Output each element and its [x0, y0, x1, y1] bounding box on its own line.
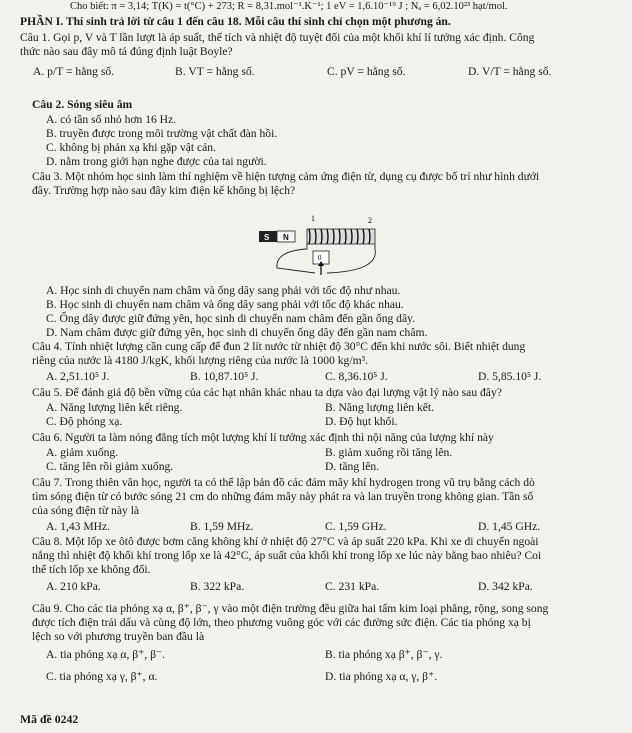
- fig-label-1: 1: [311, 214, 315, 223]
- q1-stem-line2: thức nào sau đây mô tả đúng định luật Boyle?: [20, 45, 233, 58]
- q6-option-d: D. tăng lên.: [325, 460, 380, 473]
- magnet-s-label: S: [264, 233, 270, 242]
- q2-option-b: B. truyền được trong môi trường vật chất đàn hồi.: [46, 127, 278, 140]
- q2-option-a: A. có tần số nhỏ hơn 16 Hz.: [46, 113, 177, 126]
- q5-option-b: B. Năng lượng liên kết.: [325, 401, 435, 414]
- q8-stem-line1: Câu 8. Một lốp xe ôtô được bơm căng không khí ở nhiệt độ 27°C và áp suất 220 kPa. Khi xe di chuyển ngoài: [32, 535, 539, 548]
- q9-option-b: B. tia phóng xạ β⁺, β⁻, γ.: [325, 648, 443, 661]
- constants-line: Cho biết: π = 3,14; T(K) = t(°C) + 273; R = 8,31.mol⁻¹.K⁻¹; 1 eV = 1,6.10⁻¹⁹ J ; Nₐ = 6,02.10²³ hạt/mol.: [70, 1, 508, 12]
- part1-title: PHẦN I. Thí sinh trả lời từ câu 1 đến câu 18. Mỗi câu thí sinh chỉ chọn một phương án.: [20, 15, 451, 28]
- q2-option-c: C. không bị phản xạ khi gặp vật cản.: [46, 141, 217, 154]
- q1-stem-line1: Câu 1. Gọi p, V và T lần lượt là áp suất, thể tích và nhiệt độ tuyệt đối của một khối khí lí tưởng xác định. Công: [20, 31, 535, 44]
- q3-stem-line2: đây. Trường hợp nào sau đây kim điện kế không bị lệch?: [32, 184, 296, 197]
- q7-option-d: D. 1,45 GHz.: [478, 520, 541, 533]
- q7-option-c: C. 1,59 GHz.: [325, 520, 387, 533]
- q5-option-c: C. Độ phóng xạ.: [46, 415, 123, 428]
- q7-option-b: B. 1,59 MHz.: [190, 520, 254, 533]
- q5-option-d: D. Độ hụt khối.: [325, 415, 398, 428]
- q4-option-b: B. 10,87.10⁵ J.: [190, 370, 259, 383]
- q4-option-c: C. 8,36.10⁵ J.: [325, 370, 388, 383]
- q6-stem: Câu 6. Người ta làm nóng đẳng tích một lượng khí lí tưởng xác định thì nội năng của lượng khí này: [32, 431, 494, 444]
- q9-stem-line3: lệch so với phương truyền ban đầu là: [32, 630, 205, 643]
- q1-option-a: A. p/T = hằng số.: [33, 65, 115, 78]
- q8-option-a: A. 210 kPa.: [46, 580, 101, 593]
- q1-option-c: C. pV = hằng số.: [327, 65, 406, 78]
- solenoid-body: [307, 229, 375, 244]
- wire-right: [327, 244, 375, 273]
- q8-option-d: D. 342 kPa.: [478, 580, 533, 593]
- q5-stem: Câu 5. Để đánh giá độ bền vững của các hạt nhân khác nhau ta dựa vào đại lượng vật lý nào sau đây?: [32, 386, 502, 399]
- q8-stem-line3: thể tích lốp xe không đổi.: [32, 563, 151, 576]
- q4-option-d: D. 5,85.10⁵ J.: [478, 370, 542, 383]
- q9-stem-line1: Câu 9. Cho các tia phóng xạ α, β⁺, β⁻, γ vào một điện trường đều giữa hai tấm kim loại phẳng, rộng, song song: [32, 602, 549, 615]
- q7-stem-line3: của sóng điện từ này là: [32, 504, 140, 517]
- q8-stem-line2: nắng thì nhiệt độ khối khí trong lốp xe là 42°C, áp suất của khối khí trong lốp xe lúc này bằng bao nhiêu? Coi: [32, 549, 542, 562]
- galvanometer-zero: 0: [318, 254, 322, 262]
- q7-stem-line2: tìm sóng điện từ có bước sóng 21 cm do những đám mây này phát ra và lan truyền trong không gian. Tần số: [32, 490, 534, 503]
- q3-stem-line1: Câu 3. Một nhóm học sinh làm thí nghiệm về hiện tượng cảm ứng điện từ, dụng cụ được bố trí như hình dưới: [32, 170, 540, 183]
- q1-option-b: B. VT = hằng số.: [175, 65, 255, 78]
- q2-stem: Câu 2. Sóng siêu âm: [32, 98, 133, 111]
- q4-stem-line1: Câu 4. Tính nhiệt lượng cần cung cấp để đun 2 lít nước từ nhiệt độ 30°C đến khi nước sôi. Biết nhiệt dung: [32, 340, 526, 353]
- q3-option-c: C. Ống dây được giữ đứng yên, học sinh di chuyển nam châm đến gần ống dây.: [46, 312, 416, 325]
- q9-option-d: D. tia phóng xạ α, γ, β⁺.: [325, 670, 438, 683]
- q4-stem-line2: riêng của nước là 4180 J/kgK, khối lượng riêng của nước là 1000 kg/m³.: [32, 354, 368, 367]
- q7-option-a: A. 1,43 MHz.: [46, 520, 111, 533]
- q7-stem-line1: Câu 7. Trong thiên văn học, người ta có thể lập bản đồ các đám mây khí hydrogen trong vũ trụ bằng cách dò: [32, 476, 535, 489]
- exam-code: Mã đề 0242: [20, 712, 79, 726]
- q9-option-c: C. tia phóng xạ γ, β⁺, α.: [46, 670, 158, 683]
- q5-option-a: A. Năng lượng liên kết riêng.: [46, 401, 183, 414]
- q9-stem-line2: được tích điện trái dấu và cùng độ lớn, theo phương vuông góc với các đường sức điện. Các tia phóng xạ bị: [32, 616, 531, 629]
- q8-option-b: B. 322 kPa.: [190, 580, 245, 593]
- magnet-n-label: N: [283, 233, 289, 242]
- fig-label-2: 2: [368, 216, 372, 225]
- q6-option-c: C. tăng lên rồi giảm xuống.: [46, 460, 174, 473]
- q6-option-b: B. giảm xuống rồi tăng lên.: [325, 446, 453, 459]
- q4-option-a: A. 2,51.10⁵ J.: [46, 370, 110, 383]
- induction-figure: [255, 213, 380, 281]
- q8-option-c: C. 231 kPa.: [325, 580, 380, 593]
- q3-option-b: B. Học sinh di chuyển nam châm và ống dây sang phải với tốc độ khác nhau.: [46, 298, 404, 311]
- q1-option-d: D. V/T = hằng số.: [468, 65, 552, 78]
- q9-option-a: A. tia phóng xạ α, β⁺, β⁻.: [46, 648, 165, 661]
- q3-option-d: D. Nam châm được giữ đứng yên, học sinh di chuyển ống dây đến gần nam châm.: [46, 326, 428, 339]
- q6-option-a: A. giảm xuống.: [46, 446, 119, 459]
- q3-option-a: A. Học sinh di chuyển nam châm và ống dây sang phải với tốc độ như nhau.: [46, 284, 401, 297]
- wire-left: [277, 244, 315, 273]
- q2-option-d: D. nằm trong giới hạn nghe được của tai người.: [46, 155, 267, 168]
